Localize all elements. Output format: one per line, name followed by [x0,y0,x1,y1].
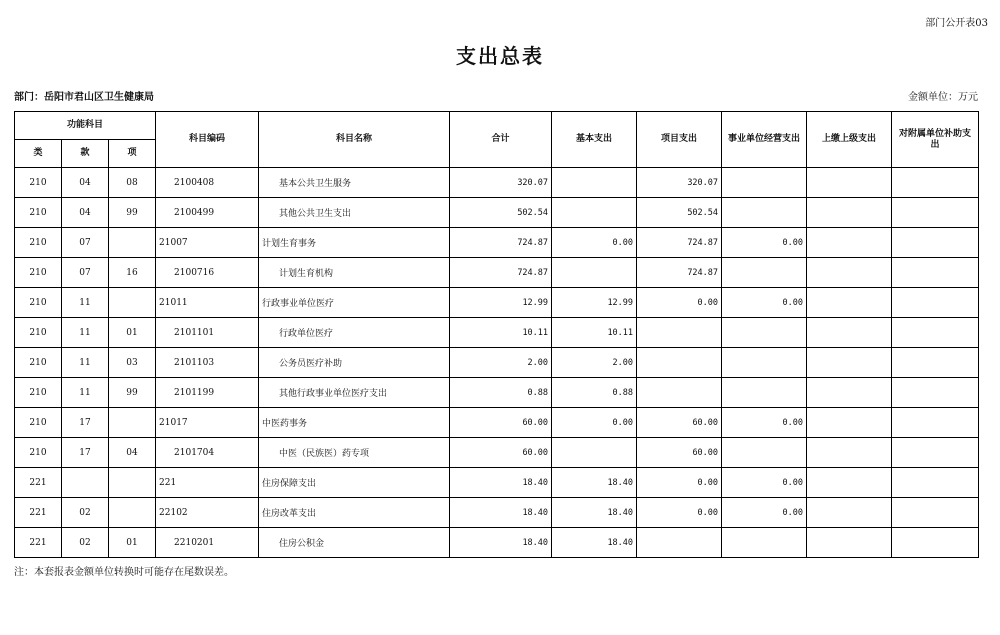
col-total-cell: 502.54 [450,198,552,228]
col-name-cell: 计划生育事务 [259,228,450,258]
col-code-cell: 21007 [156,228,259,258]
col-lei-cell: 210 [15,408,62,438]
col-project-cell: 502.54 [637,198,722,228]
col-xiang-cell: 99 [109,378,156,408]
table-row [15,348,979,378]
col-xiang-cell: 04 [109,438,156,468]
header-kuan: 款 [62,140,109,168]
col-kuan-cell: 11 [62,288,109,318]
col-basic-cell: 12.99 [552,288,637,318]
col-total-cell: 12.99 [450,288,552,318]
col-total-cell: 60.00 [450,408,552,438]
col-kuan-cell: 17 [62,408,109,438]
col-xiang-cell: 08 [109,168,156,198]
col-kuan-cell [62,468,109,498]
col-basic-cell: 18.40 [552,528,637,558]
col-total-cell: 18.40 [450,498,552,528]
col-upper-cell [807,318,892,348]
col-subsidy-cell [892,378,979,408]
col-project-cell: 0.00 [637,498,722,528]
col-subsidy-cell [892,468,979,498]
col-name-cell: 其他公共卫生支出 [259,198,450,228]
col-code-cell: 21011 [156,288,259,318]
header-name: 科目名称 [259,112,450,168]
col-business-cell [722,318,807,348]
col-subsidy-cell [892,228,979,258]
col-upper-cell [807,228,892,258]
header-row [15,112,979,140]
col-kuan-cell: 04 [62,168,109,198]
col-total-cell: 60.00 [450,438,552,468]
header-xiang: 项 [109,140,156,168]
table-row [15,168,979,198]
col-name-cell: 住房改革支出 [259,498,450,528]
col-code-cell: 2101704 [156,438,259,468]
table-row [15,528,979,558]
col-name-cell: 住房公积金 [259,528,450,558]
col-kuan-cell: 02 [62,498,109,528]
col-code-cell: 21017 [156,408,259,438]
col-name-cell: 其他行政事业单位医疗支出 [259,378,450,408]
col-subsidy-cell [892,438,979,468]
page-title: 支出总表 [456,44,544,68]
table-row [15,198,979,228]
col-code-cell: 22102 [156,498,259,528]
table-row [15,228,979,258]
col-name-cell: 中医（民族医）药专项 [259,438,450,468]
table-row [15,318,979,348]
col-total-cell: 0.88 [450,378,552,408]
col-basic-cell: 0.00 [552,228,637,258]
col-lei-cell: 210 [15,228,62,258]
col-basic-cell [552,198,637,228]
footnote: 注：本套报表金额单位转换时可能存在尾数误差。 [14,567,234,578]
col-upper-cell [807,498,892,528]
col-business-cell: 0.00 [722,288,807,318]
col-business-cell [722,438,807,468]
col-xiang-cell [109,288,156,318]
table-row [15,468,979,498]
col-upper-cell [807,198,892,228]
col-code-cell: 2101199 [156,378,259,408]
col-lei-cell: 210 [15,438,62,468]
col-xiang-cell: 16 [109,258,156,288]
col-subsidy-cell [892,408,979,438]
col-basic-cell [552,258,637,288]
col-project-cell [637,378,722,408]
col-total-cell: 2.00 [450,348,552,378]
table-number-label: 部门公开表03 [925,18,988,29]
header-total: 合计 [450,112,552,168]
col-business-cell: 0.00 [722,228,807,258]
col-xiang-cell: 01 [109,318,156,348]
col-code-cell: 2100408 [156,168,259,198]
col-business-cell: 0.00 [722,468,807,498]
col-total-cell: 724.87 [450,228,552,258]
col-code-cell: 221 [156,468,259,498]
col-kuan-cell: 17 [62,438,109,468]
col-lei-cell: 210 [15,258,62,288]
col-xiang-cell [109,498,156,528]
col-total-cell: 10.11 [450,318,552,348]
col-basic-cell: 0.00 [552,408,637,438]
col-business-cell: 0.00 [722,498,807,528]
col-name-cell: 中医药事务 [259,408,450,438]
col-project-cell: 724.87 [637,258,722,288]
col-subsidy-cell [892,318,979,348]
col-basic-cell [552,438,637,468]
col-basic-cell: 18.40 [552,468,637,498]
col-lei-cell: 210 [15,318,62,348]
col-business-cell [722,528,807,558]
col-project-cell: 320.07 [637,168,722,198]
col-basic-cell: 0.88 [552,378,637,408]
col-subsidy-cell [892,168,979,198]
col-upper-cell [807,468,892,498]
table-row [15,288,979,318]
col-lei-cell: 221 [15,498,62,528]
col-xiang-cell: 01 [109,528,156,558]
expenditure-table [14,111,979,558]
col-lei-cell: 210 [15,288,62,318]
col-code-cell: 2101101 [156,318,259,348]
col-business-cell [722,258,807,288]
col-lei-cell: 221 [15,468,62,498]
col-project-cell: 0.00 [637,468,722,498]
table-row [15,408,979,438]
col-code-cell: 2100499 [156,198,259,228]
col-xiang-cell: 99 [109,198,156,228]
col-lei-cell: 221 [15,528,62,558]
col-subsidy-cell [892,258,979,288]
col-xiang-cell [109,468,156,498]
col-kuan-cell: 02 [62,528,109,558]
col-kuan-cell: 07 [62,258,109,288]
col-business-cell [722,378,807,408]
col-lei-cell: 210 [15,378,62,408]
col-kuan-cell: 07 [62,228,109,258]
header-code: 科目编码 [156,112,259,168]
col-xiang-cell: 03 [109,348,156,378]
col-kuan-cell: 04 [62,198,109,228]
header-business: 事业单位经营支出 [722,112,807,168]
col-kuan-cell: 11 [62,378,109,408]
col-project-cell: 60.00 [637,408,722,438]
table-row [15,498,979,528]
col-upper-cell [807,528,892,558]
col-project-cell [637,348,722,378]
col-project-cell: 0.00 [637,288,722,318]
header-func-subject: 功能科目 [15,112,156,140]
col-name-cell: 公务员医疗补助 [259,348,450,378]
col-upper-cell [807,348,892,378]
col-basic-cell [552,168,637,198]
col-project-cell [637,528,722,558]
col-lei-cell: 210 [15,198,62,228]
col-name-cell: 住房保障支出 [259,468,450,498]
col-name-cell: 计划生育机构 [259,258,450,288]
col-project-cell [637,318,722,348]
col-code-cell: 2210201 [156,528,259,558]
col-basic-cell: 10.11 [552,318,637,348]
col-business-cell [722,348,807,378]
col-kuan-cell: 11 [62,318,109,348]
col-kuan-cell: 11 [62,348,109,378]
col-subsidy-cell [892,198,979,228]
col-subsidy-cell [892,498,979,528]
header-lei: 类 [15,140,62,168]
header-project: 项目支出 [637,112,722,168]
col-basic-cell: 2.00 [552,348,637,378]
col-total-cell: 18.40 [450,468,552,498]
col-subsidy-cell [892,288,979,318]
col-subsidy-cell [892,348,979,378]
col-code-cell: 2100716 [156,258,259,288]
amount-unit-label: 金额单位：万元 [908,92,978,103]
col-upper-cell [807,258,892,288]
col-name-cell: 行政单位医疗 [259,318,450,348]
col-project-cell: 724.87 [637,228,722,258]
col-lei-cell: 210 [15,348,62,378]
col-basic-cell: 18.40 [552,498,637,528]
col-xiang-cell [109,228,156,258]
col-name-cell: 行政事业单位医疗 [259,288,450,318]
table-row [15,438,979,468]
col-business-cell: 0.00 [722,408,807,438]
col-lei-cell: 210 [15,168,62,198]
col-business-cell [722,168,807,198]
col-upper-cell [807,438,892,468]
col-total-cell: 18.40 [450,528,552,558]
col-upper-cell [807,378,892,408]
col-subsidy-cell [892,528,979,558]
col-upper-cell [807,288,892,318]
col-name-cell: 基本公共卫生服务 [259,168,450,198]
col-xiang-cell [109,408,156,438]
header-subsidy: 对附属单位补助支出 [892,112,979,168]
col-project-cell: 60.00 [637,438,722,468]
col-business-cell [722,198,807,228]
col-total-cell: 320.07 [450,168,552,198]
table-row [15,378,979,408]
table-row [15,258,979,288]
col-code-cell: 2101103 [156,348,259,378]
department-label: 部门：岳阳市君山区卫生健康局 [14,92,154,103]
col-total-cell: 724.87 [450,258,552,288]
col-upper-cell [807,408,892,438]
header-basic: 基本支出 [552,112,637,168]
header-upper: 上缴上级支出 [807,112,892,168]
col-upper-cell [807,168,892,198]
